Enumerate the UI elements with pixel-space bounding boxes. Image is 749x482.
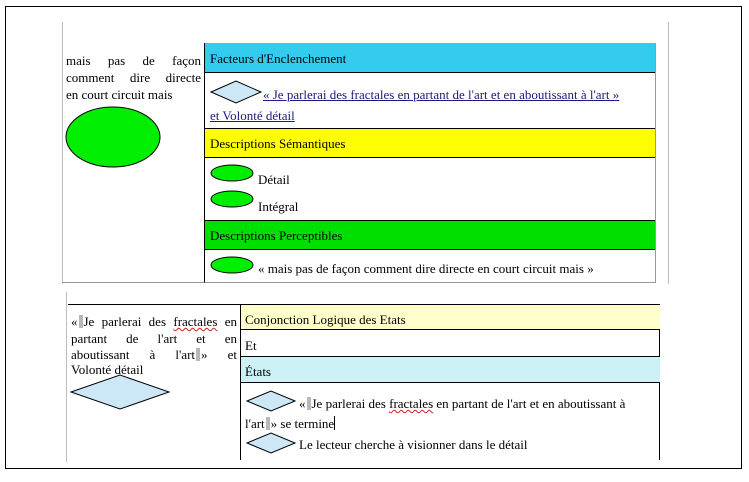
table2-left-line-1: « Je parlerai des fractales en (71, 314, 237, 329)
conjonction-header-label: Conjonction Logique des Etats (245, 312, 406, 327)
caret (334, 416, 335, 430)
etat-item-1-line-1: « Je parlerai des fractales en partant de l'art et en aboutissant à (299, 396, 626, 411)
green-ellipse-small-3 (210, 256, 256, 276)
diamond-shape-small-1 (246, 390, 298, 414)
table2-left-line-2: partant de l'art et en (71, 331, 237, 346)
table1-left-line-3: en court circuit mais (66, 87, 173, 102)
table2-left-line-4: Volonté détail (71, 362, 144, 377)
text-cursor-marker (266, 417, 270, 430)
green-ellipse-shape (65, 106, 165, 170)
table1-bottom-border (205, 282, 655, 283)
green-ellipse-small-2 (210, 190, 256, 210)
text-cursor-marker (307, 397, 311, 410)
etats-header (241, 356, 660, 383)
facteurs-header-label: Facteurs d'Enclenchement (210, 51, 347, 66)
perceptible-item: « mais pas de façon comment dire directe en court circuit mais » (258, 261, 594, 276)
green-ellipse-small-1 (210, 164, 256, 184)
facteurs-link-line-2[interactable]: et Volonté détail (210, 108, 295, 123)
facteurs-link-line-1[interactable]: « Je parlerai des fractales en partant de l'art et en aboutissant à l'art » (263, 87, 620, 102)
table1-right-border (655, 43, 656, 283)
conjonction-value: Et (245, 338, 257, 353)
semantiques-header-label: Descriptions Sémantiques (210, 136, 346, 151)
perceptibles-header-label: Descriptions Perceptibles (210, 228, 343, 243)
semantic-item-detail: Détail (258, 172, 290, 187)
text-cursor-marker (79, 315, 83, 328)
diamond-shape-large (70, 374, 172, 412)
text-cursor-marker (196, 348, 200, 361)
table1-left-line-2: comment dire directe (66, 70, 201, 85)
page-margin-right (668, 22, 669, 284)
semantic-item-integral: Intégral (258, 199, 299, 214)
etats-header-label: États (245, 364, 271, 379)
table1-left-line-1: mais pas de façon (66, 53, 201, 68)
diamond-shape-small-2 (246, 432, 298, 456)
diamond-shape (210, 80, 264, 106)
page-margin-left-2 (66, 292, 67, 462)
etat-item-2: Le lecteur cherche à visionner dans le détail (299, 437, 528, 452)
table2-left-line-3: aboutissant à l'art » et (71, 347, 237, 362)
etat-item-1-line-2: l'art » se termine (245, 416, 335, 431)
